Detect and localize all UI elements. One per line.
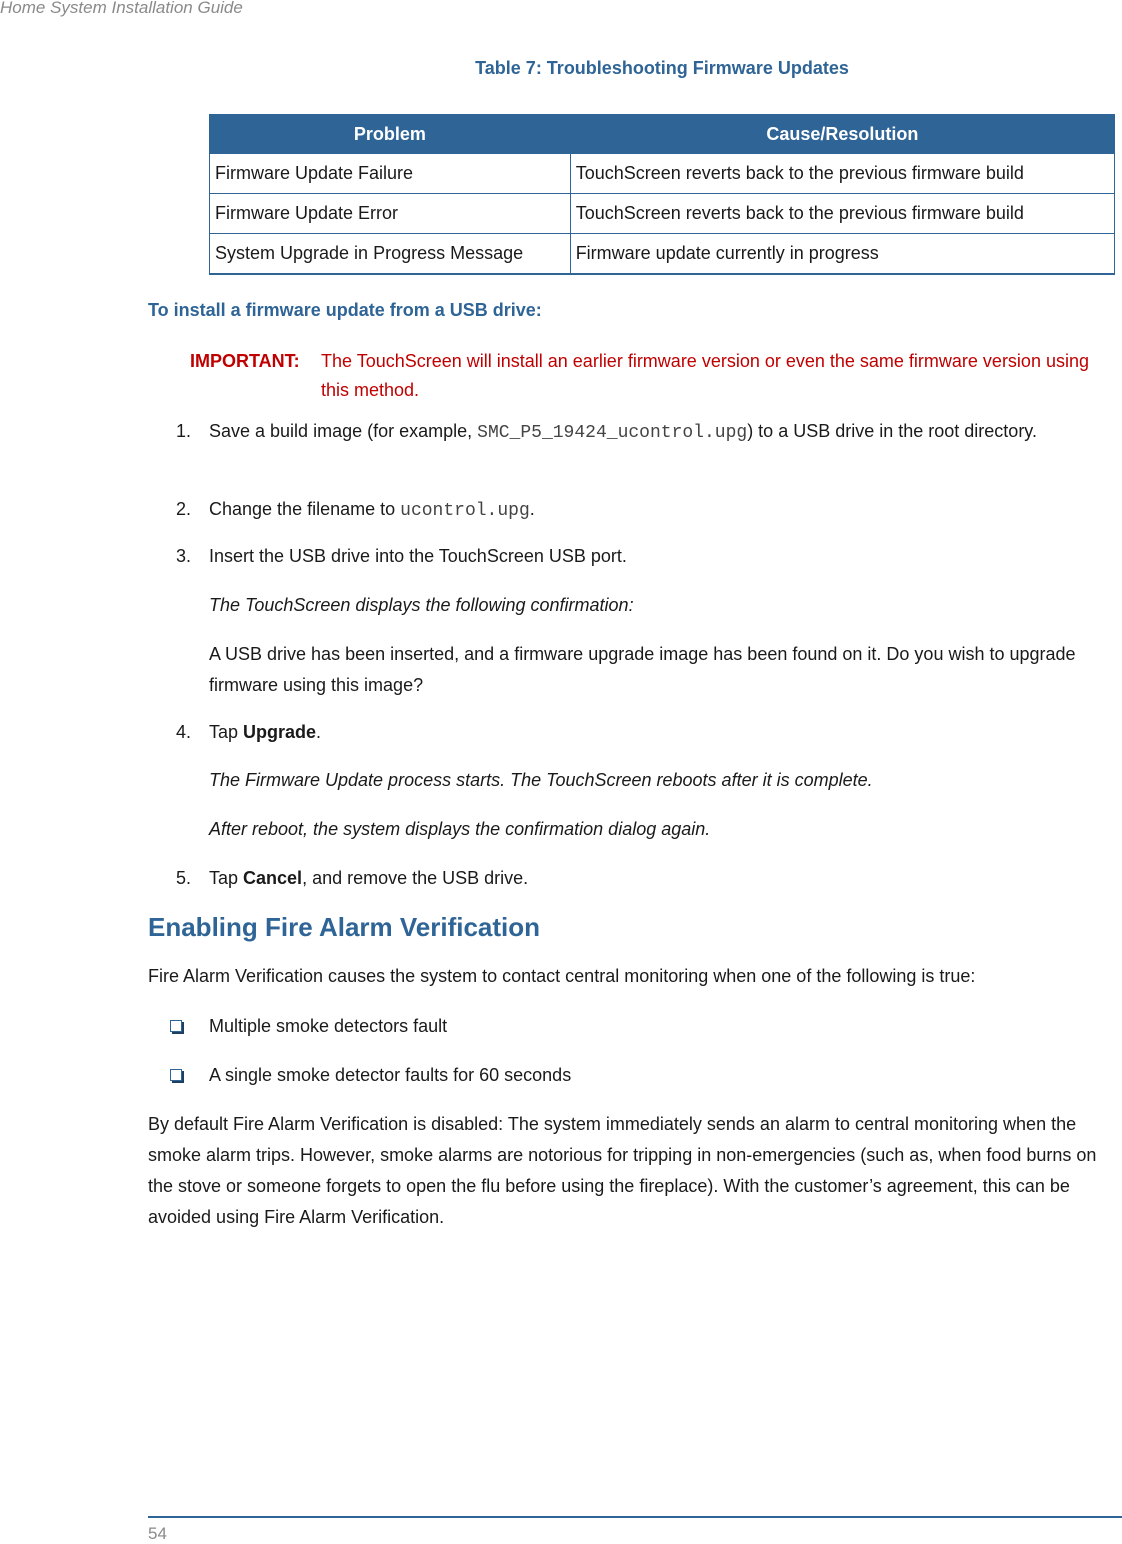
table-cell-problem: System Upgrade in Progress Message bbox=[210, 234, 571, 275]
important-label: IMPORTANT: bbox=[190, 351, 300, 371]
troubleshooting-table bbox=[209, 114, 1115, 275]
list-item-text: Multiple smoke detectors fault bbox=[209, 1016, 448, 1036]
step-number: 1. bbox=[176, 421, 192, 441]
filename-code: ucontrol.upg bbox=[400, 501, 530, 521]
section-closing-paragraph: By default Fire Alarm Verification is disabled: The system immediately sends an alarm to central monitoring when the smoke alarm trips. However, smoke alarms are notorious for tripping in non-emergencies (such as, when food burns on the stove or someone forgets to open the flu before using the fireplace). With the customer’s agreement, this can be avoided using Fire Alarm Verification. bbox=[148, 1114, 1097, 1227]
table-cell-resolution: TouchScreen reverts back to the previous firmware build bbox=[570, 194, 1114, 234]
important-note bbox=[190, 347, 1100, 405]
checkbox-bullet-icon bbox=[170, 1020, 182, 1032]
checkbox-bullet-icon bbox=[170, 1069, 182, 1081]
column-header-problem: Problem bbox=[210, 115, 571, 154]
table-row bbox=[210, 194, 1115, 234]
running-header: Home System Installation Guide bbox=[0, 0, 243, 17]
step-1 bbox=[176, 416, 1109, 449]
step-4-result-2: After reboot, the system displays the confirmation dialog again. bbox=[209, 819, 711, 839]
step-text: Tap Cancel, and remove the USB drive. bbox=[209, 868, 529, 888]
table-caption: Table 7: Troubleshooting Firmware Updates bbox=[475, 58, 849, 78]
table-cell-resolution: Firmware update currently in progress bbox=[570, 234, 1114, 275]
table-row bbox=[210, 234, 1115, 275]
filename-code: SMC_P5_19424_ucontrol.upg bbox=[477, 423, 748, 443]
cancel-label: Cancel bbox=[243, 868, 303, 888]
footer-divider bbox=[148, 1516, 1122, 1518]
step-3 bbox=[176, 541, 1109, 572]
step-number: 3. bbox=[176, 546, 192, 566]
table-header-row bbox=[210, 115, 1115, 154]
step-text: Change the filename to ucontrol.upg. bbox=[209, 499, 535, 521]
list-item-text: A single smoke detector faults for 60 seconds bbox=[209, 1065, 572, 1085]
step-4 bbox=[176, 717, 1109, 748]
step-number: 5. bbox=[176, 868, 192, 888]
step-5 bbox=[176, 863, 1109, 894]
step-number: 4. bbox=[176, 722, 192, 742]
procedure-heading: To install a firmware update from a USB drive: bbox=[148, 300, 542, 320]
step-text: Save a build image (for example, SMC_P5_19424_ucontrol.upg) to a USB drive in the root directory. bbox=[209, 421, 1037, 443]
important-text: The TouchScreen will install an earlier firmware version or even the same firmware version using this method. bbox=[321, 351, 1089, 400]
step-3-result: The TouchScreen displays the following confirmation: bbox=[209, 595, 634, 615]
section-intro: Fire Alarm Verification causes the system to contact central monitoring when one of the following is true: bbox=[148, 966, 976, 986]
step-4-result-1: The Firmware Update process starts. The TouchScreen reboots after it is complete. bbox=[209, 770, 873, 790]
page-number: 54 bbox=[148, 1524, 167, 1543]
list-item bbox=[170, 1060, 571, 1091]
upgrade-label: Upgrade bbox=[243, 722, 317, 742]
table-cell-problem: Firmware Update Failure bbox=[210, 154, 571, 194]
step-2 bbox=[176, 494, 1109, 527]
column-header-cause-resolution: Cause/Resolution bbox=[570, 115, 1114, 154]
step-text: Tap Upgrade. bbox=[209, 722, 322, 742]
table-cell-resolution: TouchScreen reverts back to the previous firmware build bbox=[570, 154, 1114, 194]
step-text: Insert the USB drive into the TouchScreen USB port. bbox=[209, 546, 627, 566]
step-number: 2. bbox=[176, 499, 192, 519]
table-cell-problem: Firmware Update Error bbox=[210, 194, 571, 234]
section-heading: Enabling Fire Alarm Verification bbox=[148, 912, 541, 942]
table-row bbox=[210, 154, 1115, 194]
confirmation-message: A USB drive has been inserted, and a firmware upgrade image has been found on it. Do you wish to upgrade firmware using this image? bbox=[209, 644, 1076, 695]
list-item bbox=[170, 1011, 447, 1042]
